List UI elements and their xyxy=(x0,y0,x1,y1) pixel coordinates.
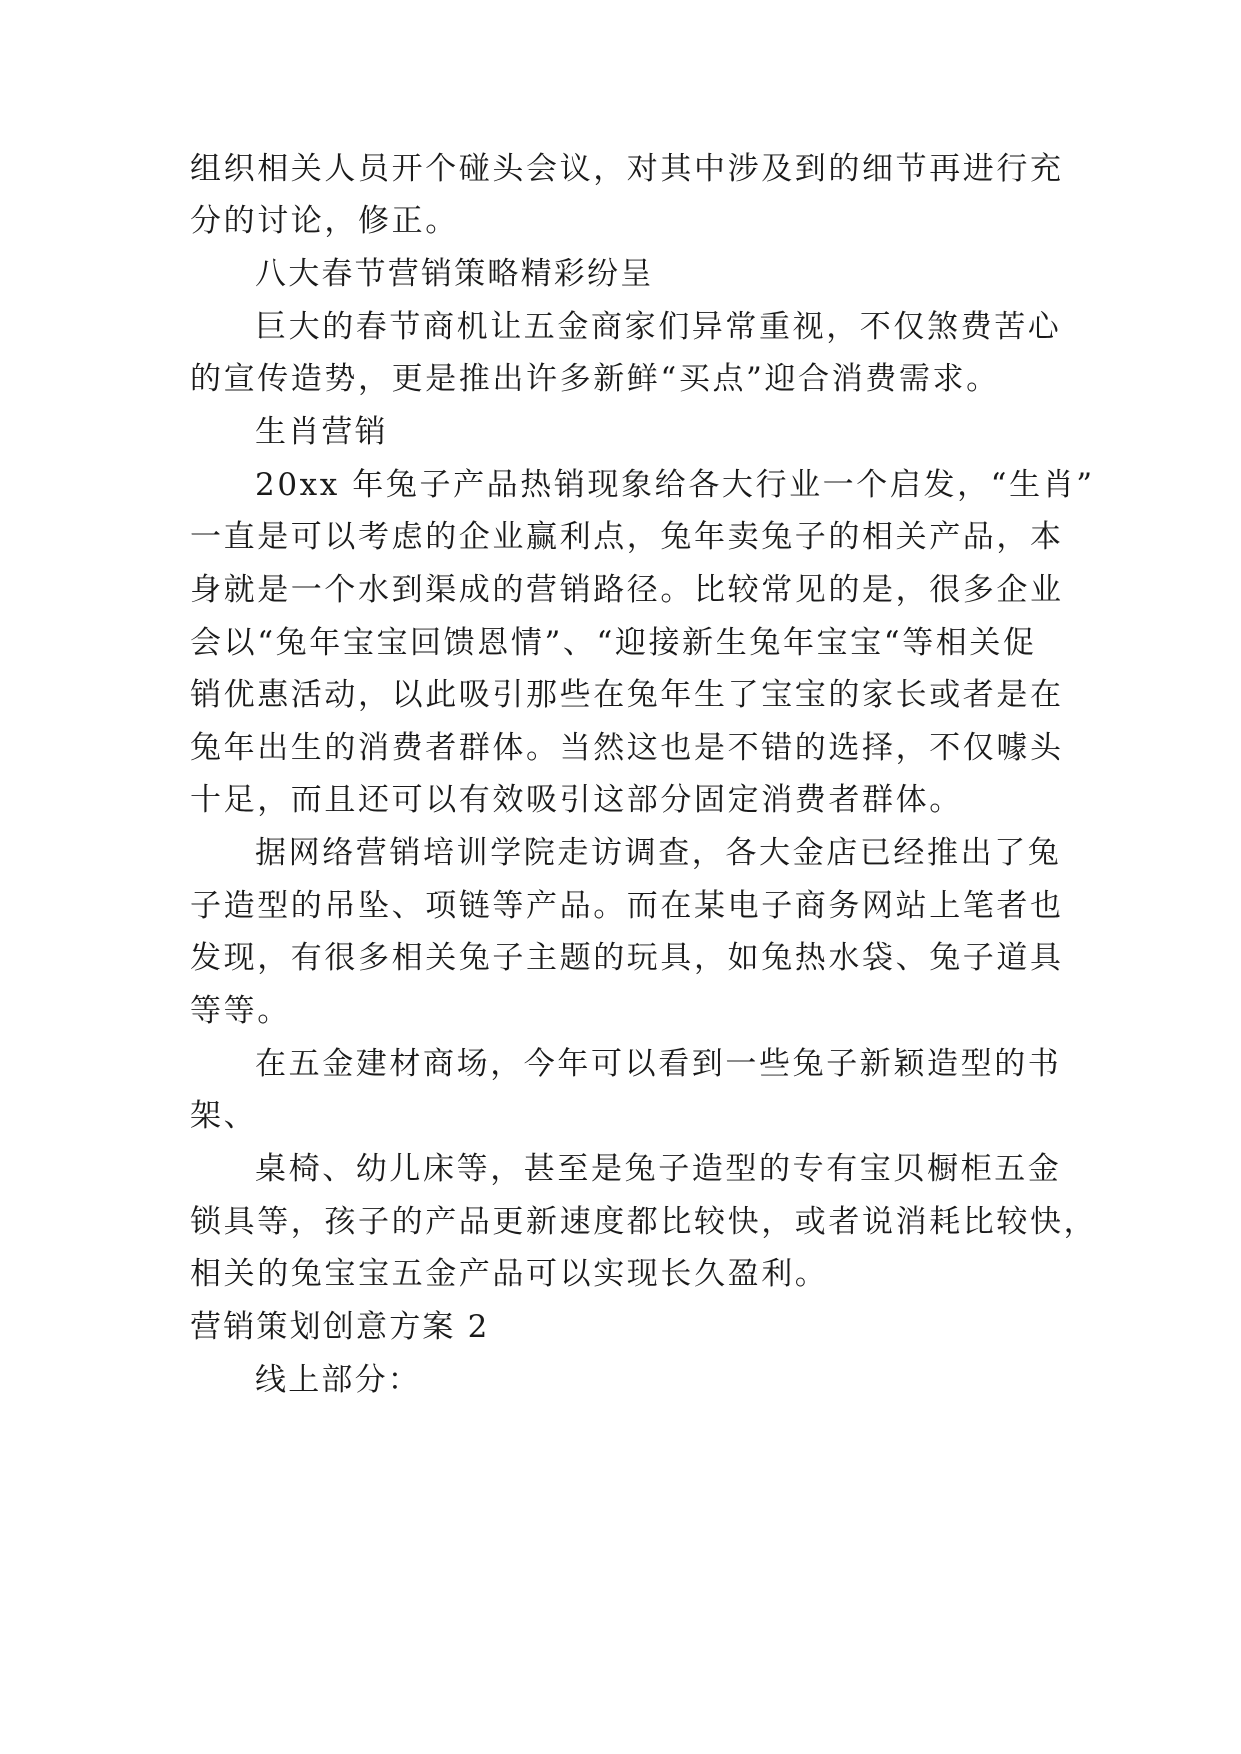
section-heading: 营销策划创意方案 2 xyxy=(190,1309,490,1345)
paragraph-line: 架、 xyxy=(190,1098,258,1134)
paragraph-line: 销优惠活动，以此吸引那些在兔年生了宝宝的家长或者是在 xyxy=(190,677,1064,713)
paragraph-line: 兔年出生的消费者群体。当然这也是不错的选择，不仅噱头 xyxy=(190,730,1064,766)
paragraph-line: 桌椅、幼儿床等，甚至是兔子造型的专有宝贝橱柜五金 xyxy=(255,1151,1062,1187)
paragraph-line: 会以“兔年宝宝回馈恩情”、“迎接新生兔年宝宝“等相关促 xyxy=(190,625,1037,661)
paragraph-line: 据网络营销培训学院走访调查，各大金店已经推出了兔 xyxy=(255,835,1062,871)
paragraph-line: 分的讨论，修正。 xyxy=(190,203,459,239)
paragraph-line: 发现，有很多相关兔子主题的玩具，如兔热水袋、兔子道具 xyxy=(190,940,1064,976)
paragraph-line: 子造型的吊坠、项链等产品。而在某电子商务网站上笔者也 xyxy=(190,888,1064,924)
section-heading: 八大春节营销策略精彩纷呈 xyxy=(255,256,654,292)
paragraph-line: 等等。 xyxy=(190,993,291,1029)
paragraph-line: 身就是一个水到渠成的营销路径。比较常见的是，很多企业 xyxy=(190,572,1064,608)
section-heading: 生肖营销 xyxy=(255,414,388,450)
paragraph-line: 锁具等，孩子的产品更新速度都比较快，或者说消耗比较快， xyxy=(190,1204,1098,1240)
section-heading: 线上部分： xyxy=(255,1362,421,1398)
paragraph-line: 巨大的春节商机让五金商家们异常重视，不仅煞费苦心 xyxy=(255,309,1062,345)
paragraph-line: 一直是可以考虑的企业赢利点，兔年卖兔子的相关产品，本 xyxy=(190,519,1064,555)
paragraph-line: 组织相关人员开个碰头会议，对其中涉及到的细节再进行充 xyxy=(190,151,1064,187)
paragraph-line: 十足，而且还可以有效吸引这部分固定消费者群体。 xyxy=(190,782,963,818)
paragraph-line: 的宣传造势，更是推出许多新鲜“买点”迎合消费需求。 xyxy=(190,361,1000,397)
paragraph-line: 相关的兔宝宝五金产品可以实现长久盈利。 xyxy=(190,1256,829,1292)
paragraph-line: 20xx 年兔子产品热销现象给各大行业一个启发，“生肖” xyxy=(255,467,1095,503)
paragraph-line: 在五金建材商场，今年可以看到一些兔子新颖造型的书 xyxy=(255,1046,1062,1082)
